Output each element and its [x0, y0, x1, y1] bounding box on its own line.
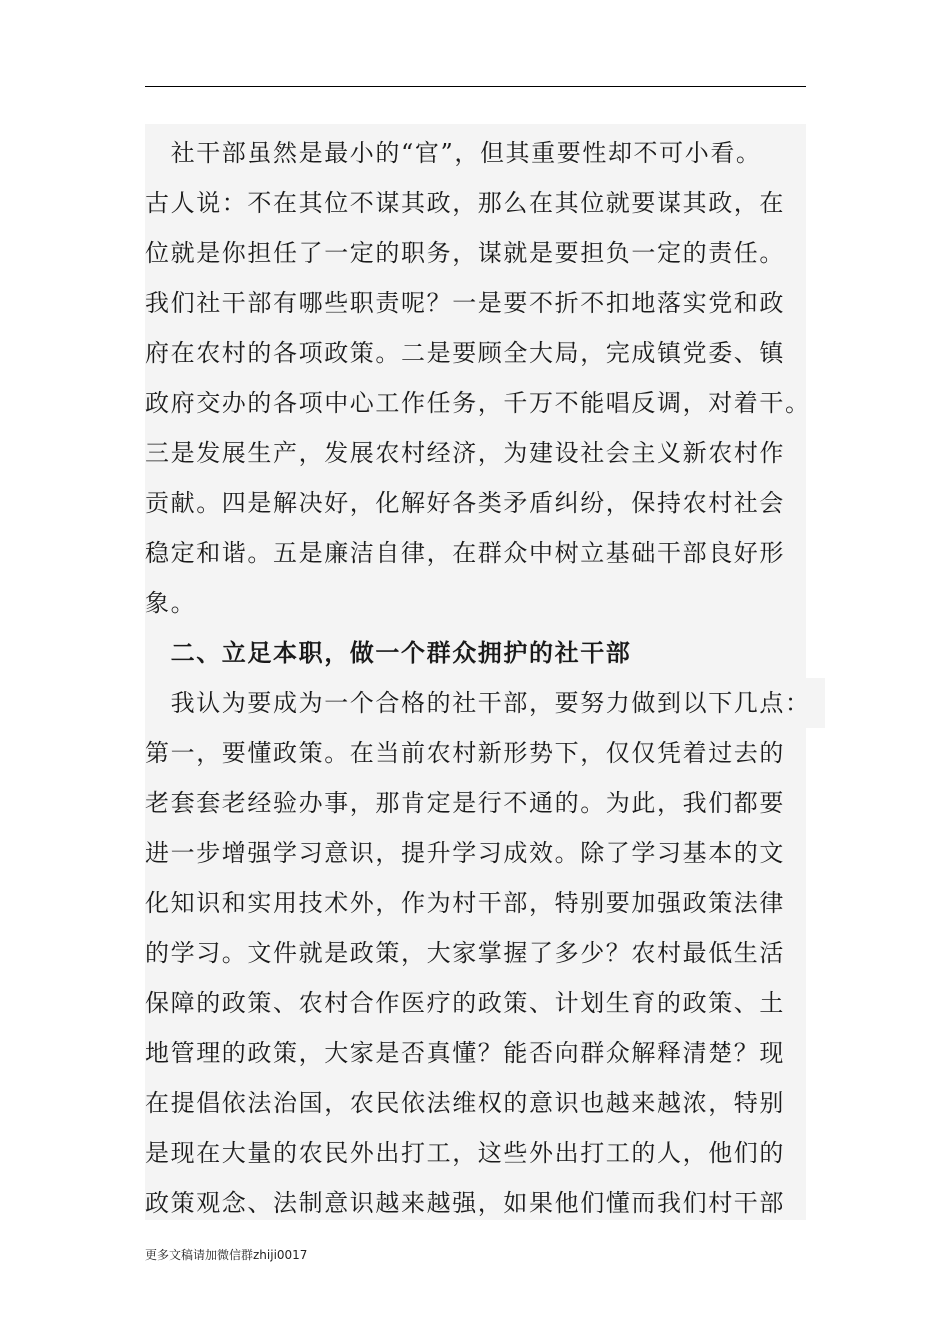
document-body: [145, 124, 811, 1220]
paragraph-line: 稳定和谐。五是廉洁自律，在群众中树立基础干部良好形: [145, 539, 785, 567]
paragraph-line: 第一，要懂政策。在当前农村新形势下，仅仅凭着过去的: [145, 739, 785, 767]
footer-text: 更多文稿请加微信群zhiji0017: [145, 1248, 308, 1262]
paragraph-line: 进一步增强学习意识，提升学习成效。除了学习基本的文: [145, 839, 785, 867]
header-rule: [145, 86, 806, 87]
paragraph-line: 化知识和实用技术外，作为村干部，特别要加强政策法律: [145, 889, 785, 917]
paragraph-line: 府在农村的各项政策。二是要顾全大局，完成镇党委、镇: [145, 339, 785, 367]
paragraph-line: 的学习。文件就是政策，大家掌握了多少？农村最低生活: [145, 939, 785, 967]
paragraph-line: 在提倡依法治国，农民依法维权的意识也越来越浓，特别: [145, 1089, 785, 1117]
paragraph-line: 古人说：不在其位不谋其政，那么在其位就要谋其政，在: [145, 189, 785, 217]
paragraph-line: 政策观念、法制意识越来越强，如果他们懂而我们村干部: [145, 1189, 785, 1217]
paragraph-line: 位就是你担任了一定的职务，谋就是要担负一定的责任。: [145, 239, 785, 267]
paragraph-line: 社干部虽然是最小的“官”，但其重要性却不可小看。: [145, 139, 762, 167]
paragraph-line: 地管理的政策，大家是否真懂？能否向群众解释清楚？现: [145, 1039, 785, 1067]
paragraph-line: 是现在大量的农民外出打工，这些外出打工的人，他们的: [145, 1139, 785, 1167]
paragraph-line: 象。: [145, 589, 197, 617]
paragraph-line: 政府交办的各项中心工作任务，千万不能唱反调，对着干。: [145, 389, 811, 417]
paragraph-line: 三是发展生产，发展农村经济，为建设社会主义新农村作: [145, 439, 785, 467]
paragraph-line: 我认为要成为一个合格的社干部，要努力做到以下几点：: [145, 678, 825, 728]
paragraph-line: 保障的政策、农村合作医疗的政策、计划生育的政策、土: [145, 989, 785, 1017]
paragraph-line: 贡献。四是解决好，化解好各类矛盾纠纷，保持农村社会: [145, 489, 785, 517]
paragraph-line: 老套套老经验办事，那肯定是行不通的。为此，我们都要: [145, 789, 785, 817]
paragraph-line: 我们社干部有哪些职责呢？一是要不折不扣地落实党和政: [145, 289, 785, 317]
section-heading: 二、立足本职，做一个群众拥护的社干部: [145, 638, 632, 667]
